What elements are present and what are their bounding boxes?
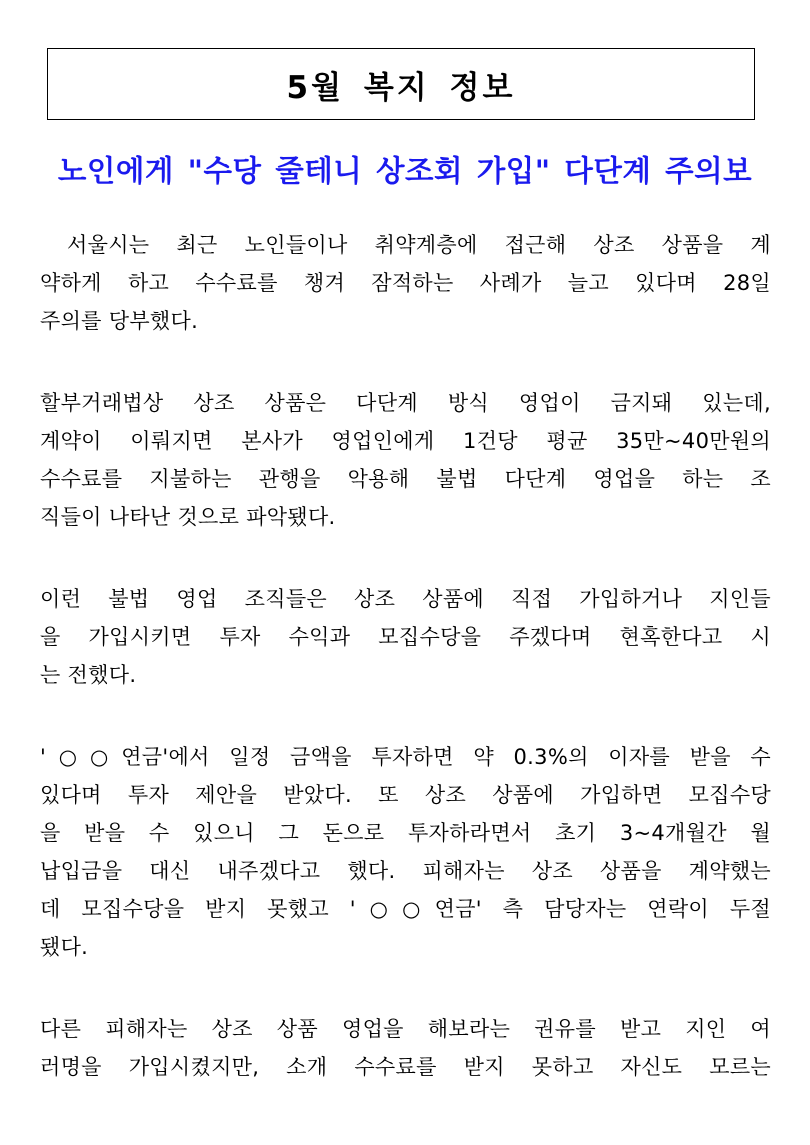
article-headline: 노인에게 "수당 줄테니 상조회 가입" 다단계 주의보 (57, 154, 753, 188)
text-line: 러명을 가입시켰지만, 소개 수수료를 받지 못하고 자신도 모르는 (40, 1055, 771, 1079)
text-line: '○○연금'에서 일정 금액을 투자하면 약 0.3%의 이자를 받을 수 (40, 745, 771, 769)
article-body (40, 226, 771, 1086)
text-line: 데 모집수당을 받지 못했고 '○○연금' 측 담당자는 연락이 두절 (40, 897, 771, 921)
text-line: 됐다. (40, 935, 89, 959)
text-line: 약하게 하고 수수료를 챙겨 잠적하는 사례가 늘고 있다며 28일 (40, 271, 771, 295)
text-line: 을 가입시키면 투자 수익과 모집수당을 주겠다며 현혹한다고 시 (40, 625, 771, 649)
text-line: 다른 피해자는 상조 상품 영업을 해보라는 권유를 받고 지인 여 (40, 1017, 771, 1041)
text-line: 주의를 당부했다. (40, 309, 199, 333)
text-line: 있다며 투자 제안을 받았다. 또 상조 상품에 가입하면 모집수당 (40, 783, 771, 807)
page-title: 5월 복지 정보 (286, 69, 516, 106)
article-paragraph (40, 738, 771, 966)
text-line: 이런 불법 영업 조직들은 상조 상품에 직접 가입하거나 지인들 (40, 587, 771, 611)
article-paragraph (40, 384, 771, 536)
text-line: 납입금을 대신 내주겠다고 했다. 피해자는 상조 상품을 계약했는 (40, 859, 771, 883)
article-paragraph (40, 226, 771, 340)
article-paragraph (40, 1010, 771, 1086)
text-line: 을 받을 수 있으니 그 돈으로 투자하라면서 초기 3~4개월간 월 (40, 821, 771, 845)
text-line: 할부거래법상 상조 상품은 다단계 방식 영업이 금지돼 있는데, (40, 391, 771, 415)
article-paragraph (40, 580, 771, 694)
text-line: 수수료를 지불하는 관행을 악용해 불법 다단계 영업을 하는 조 (40, 467, 771, 491)
title-box (47, 48, 755, 120)
text-line: 계약이 이뤄지면 본사가 영업인에게 1건당 평균 35만~40만원의 (40, 429, 771, 453)
text-line: 서울시는 최근 노인들이나 취약계층에 접근해 상조 상품을 계 (40, 233, 771, 257)
text-line: 는 전했다. (40, 663, 137, 687)
text-line: 직들이 나타난 것으로 파악됐다. (40, 505, 336, 529)
